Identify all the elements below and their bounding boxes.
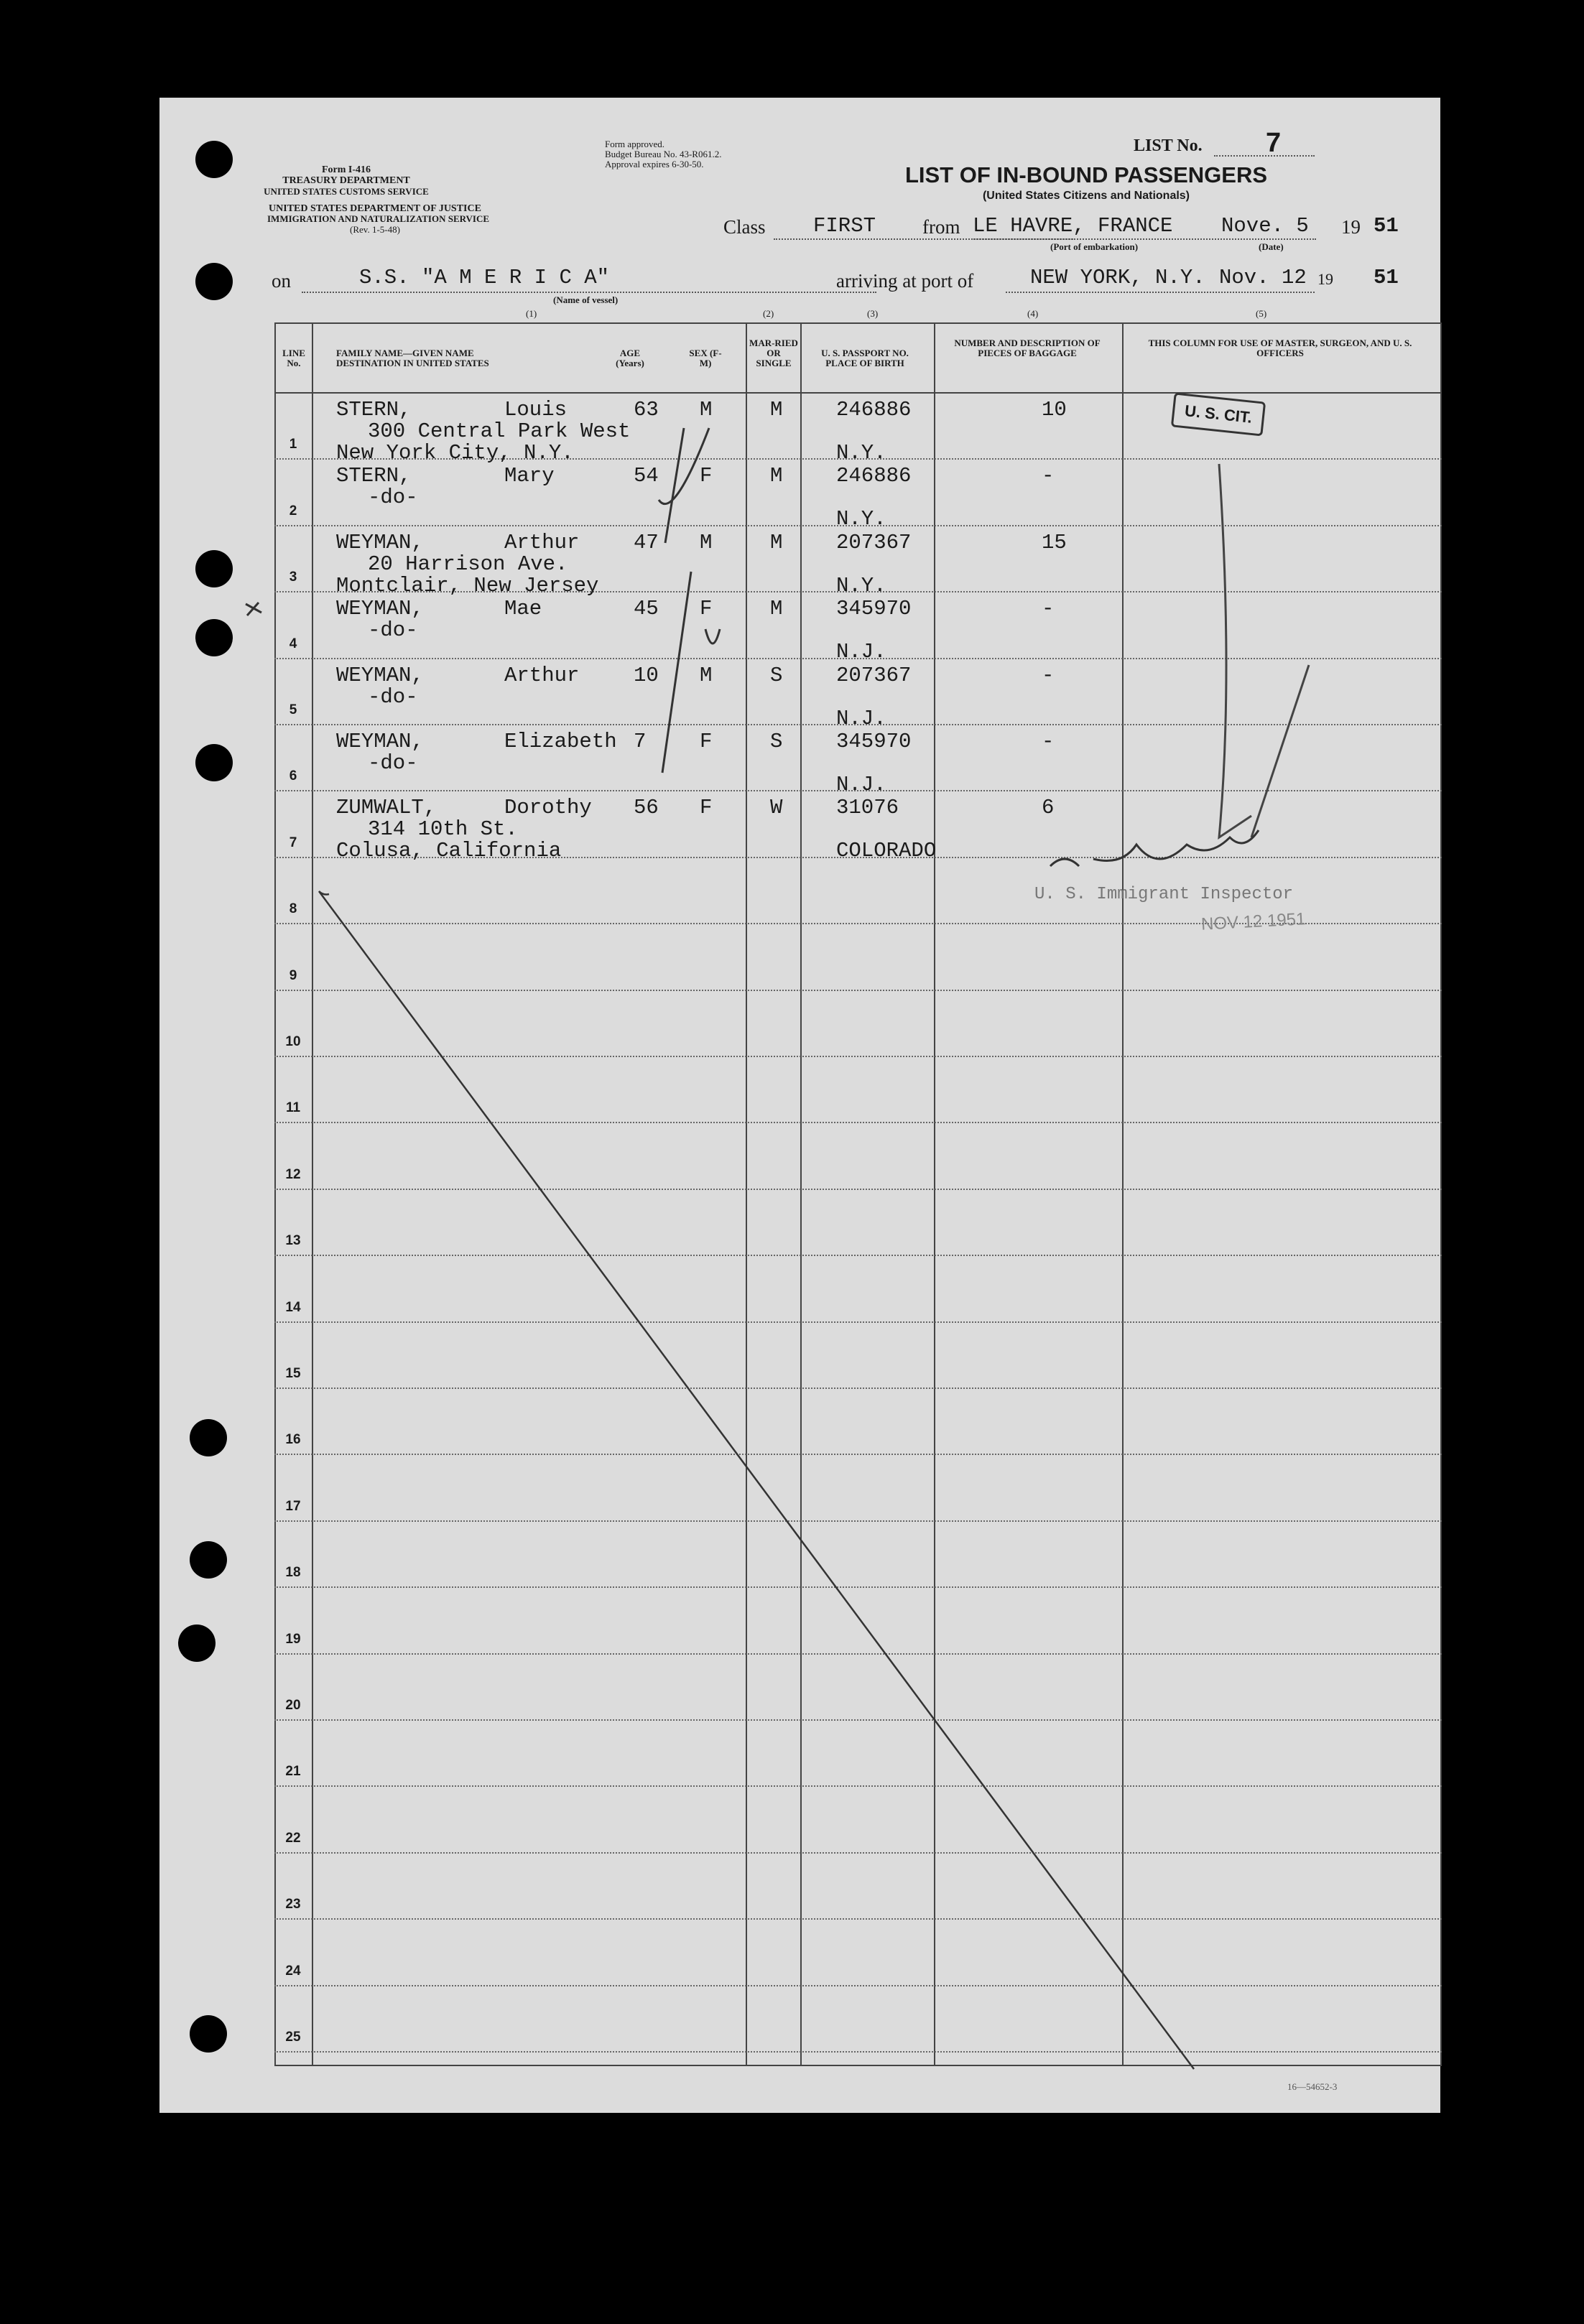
- binder-hole: [195, 141, 233, 178]
- age: 63: [634, 398, 659, 422]
- sex: M: [700, 398, 713, 422]
- from-value: LE HAVRE, FRANCE: [973, 214, 1173, 238]
- row-number: 6: [289, 768, 297, 784]
- passport-number: 246886: [836, 398, 912, 422]
- address-line-1: -do-: [368, 618, 418, 643]
- family-name: STERN,: [336, 464, 412, 488]
- inspector-stamp: U. S. Immigrant Inspector: [1034, 885, 1294, 904]
- row-number: 18: [285, 1565, 301, 1581]
- birthplace: N.J.: [836, 773, 886, 796]
- passport-number: 345970: [836, 730, 912, 753]
- baggage-count: -: [1042, 730, 1055, 753]
- binder-hole: [195, 263, 233, 300]
- col-header-age: AGE (Years): [616, 348, 644, 368]
- slash-mark: [1251, 665, 1309, 837]
- marital-status: M: [770, 530, 783, 554]
- vessel-name: S.S. "A M E R I C A": [359, 266, 610, 289]
- baggage-count: 15: [1042, 530, 1067, 554]
- arrival-port: NEW YORK, N.Y.: [1030, 266, 1205, 289]
- approval-line-1: Form approved.: [605, 139, 665, 149]
- col-header-line: LINE No.: [282, 348, 305, 368]
- col-border-6: [1440, 322, 1442, 2066]
- ins-service: IMMIGRATION AND NATURALIZATION SERVICE: [267, 213, 490, 224]
- age: 47: [634, 530, 659, 554]
- marital-status: W: [770, 796, 783, 820]
- passport-number: 207367: [836, 663, 912, 687]
- passport-number: 207367: [836, 530, 912, 554]
- side-mark: [246, 603, 261, 615]
- binder-hole: [195, 619, 233, 656]
- strikethrough-line: [319, 891, 1194, 2069]
- class-value: FIRST: [813, 214, 876, 238]
- binder-hole: [190, 1541, 227, 1579]
- row-number: 4: [289, 636, 297, 651]
- customs-service: UNITED STATES CUSTOMS SERVICE: [264, 186, 429, 197]
- col-header-sex: SEX (F-M): [689, 348, 722, 368]
- row-number: 25: [285, 2030, 301, 2045]
- binder-hole: [190, 1419, 227, 1456]
- age: 7: [634, 730, 647, 753]
- row-number: 11: [285, 1100, 301, 1116]
- binder-hole: [178, 1625, 216, 1662]
- embark-caption: (Port of embarkation): [1050, 241, 1139, 252]
- col-header-passport: U. S. PASSPORT NO. PLACE OF BIRTH: [821, 348, 909, 368]
- marital-status: S: [770, 730, 783, 753]
- given-name: Mae: [504, 597, 542, 621]
- row-number: 2: [289, 503, 297, 519]
- class-label: Class: [723, 216, 766, 238]
- sex: F: [700, 796, 713, 820]
- departure-year-prefix: 19: [1341, 216, 1361, 238]
- family-name: WEYMAN,: [336, 663, 424, 687]
- row-number: 20: [285, 1698, 301, 1713]
- baggage-count: -: [1042, 663, 1055, 687]
- manifest-page: [159, 98, 1440, 2113]
- row-number: 1: [289, 437, 297, 452]
- sex: F: [700, 597, 713, 621]
- date-caption: (Date): [1259, 241, 1284, 252]
- address-line-1: -do-: [368, 684, 418, 709]
- marital-status: S: [770, 663, 783, 687]
- row-number: 15: [285, 1366, 301, 1381]
- approval-line-2: Budget Bureau No. 43-R061.2.: [605, 149, 722, 159]
- address-line-1: -do-: [368, 751, 418, 775]
- list-label: LIST No.: [1134, 136, 1203, 155]
- birthplace: N.J.: [836, 640, 886, 664]
- age: 10: [634, 663, 659, 687]
- list-number: 7: [1266, 128, 1282, 158]
- given-name: Dorothy: [504, 796, 592, 820]
- marital-status: M: [770, 398, 783, 422]
- marital-status: M: [770, 597, 783, 621]
- address-line-1: -do-: [368, 485, 418, 510]
- revision: (Rev. 1-5-48): [350, 224, 400, 235]
- form-number: Form I-416: [321, 164, 371, 175]
- column-number-5: (5): [1256, 308, 1267, 319]
- on-label: on: [272, 270, 291, 292]
- footer-code: 16—54652-3: [1287, 2081, 1338, 2092]
- row-number: 12: [285, 1166, 301, 1182]
- col-header-married: MAR-RIED OR SINGLE: [749, 338, 798, 368]
- row-number: 5: [289, 702, 297, 717]
- check-tick-1: [665, 428, 684, 543]
- page-subtitle: (United States Citizens and Nationals): [982, 190, 1190, 202]
- row-number: 9: [289, 967, 297, 983]
- family-name: STERN,: [336, 398, 412, 422]
- baggage-count: -: [1042, 597, 1055, 621]
- row-number: 19: [285, 1631, 301, 1647]
- passport-number: 345970: [836, 597, 912, 621]
- row-number: 10: [285, 1034, 301, 1049]
- address-line-2: New York City, N.Y.: [336, 441, 574, 465]
- baggage-count: 10: [1042, 398, 1067, 422]
- family-name: ZUMWALT,: [336, 796, 437, 820]
- baggage-count: -: [1042, 464, 1055, 488]
- row-number: 14: [285, 1299, 301, 1315]
- check-tick-4: [705, 629, 720, 643]
- from-label: from: [922, 216, 960, 238]
- column-number-3: (3): [867, 308, 879, 319]
- column-number-1: (1): [526, 308, 537, 319]
- row-number: 17: [285, 1498, 301, 1514]
- birthplace: N.Y.: [836, 573, 886, 598]
- arriving-label: arriving at port of: [836, 270, 974, 292]
- age: 45: [634, 597, 659, 621]
- sex: M: [700, 530, 713, 554]
- arrival-date: Nov. 12: [1219, 266, 1307, 289]
- arrival-year: 51: [1374, 266, 1399, 289]
- age: 56: [634, 796, 659, 820]
- baggage-count: 6: [1042, 796, 1055, 820]
- row-number: 23: [285, 1897, 301, 1912]
- birthplace: N.J.: [836, 706, 886, 730]
- departure-year: 51: [1374, 214, 1399, 238]
- check-tick-3: [662, 572, 691, 773]
- row-number: 7: [289, 835, 297, 850]
- sex: M: [700, 663, 713, 687]
- bracket-mark: [1219, 464, 1251, 837]
- row-number: 21: [285, 1764, 301, 1780]
- col-header-officers: THIS COLUMN FOR USE OF MASTER, SURGEON, AND U. S. OFFICERS: [1148, 338, 1412, 358]
- address-line-2: Montclair, New Jersey: [336, 573, 599, 598]
- inspector-signature: [1050, 830, 1259, 866]
- passport-number: 31076: [836, 796, 899, 820]
- given-name: Mary: [504, 464, 555, 488]
- family-name: WEYMAN,: [336, 730, 424, 753]
- passport-number: 246886: [836, 464, 912, 488]
- justice-dept: UNITED STATES DEPARTMENT OF JUSTICE: [269, 203, 481, 214]
- col-header-name: FAMILY NAME—GIVEN NAME DESTINATION IN UNITED STATES: [336, 348, 489, 368]
- page-title: LIST OF IN-BOUND PASSENGERS: [904, 162, 1268, 187]
- birthplace: N.Y.: [836, 507, 886, 531]
- address-line-1: 300 Central Park West: [368, 419, 631, 443]
- date-stamp: NOV 12 1951: [1200, 909, 1307, 934]
- column-number-2: (2): [763, 308, 774, 319]
- sex: F: [700, 464, 713, 488]
- age: 54: [634, 464, 659, 488]
- address-line-1: 20 Harrison Ave.: [368, 552, 568, 576]
- given-name: Elizabeth: [504, 730, 617, 753]
- departure-date: Nove. 5: [1221, 214, 1309, 238]
- family-name: WEYMAN,: [336, 597, 424, 621]
- approval-line-3: Approval expires 6-30-50.: [605, 159, 704, 169]
- row-number: 13: [285, 1233, 301, 1249]
- binder-hole: [195, 550, 233, 587]
- given-name: Louis: [504, 398, 568, 422]
- sex: F: [700, 730, 713, 753]
- binder-hole: [190, 2015, 227, 2053]
- birthplace: N.Y.: [836, 441, 886, 465]
- row-number: 3: [289, 570, 297, 585]
- family-name: WEYMAN,: [336, 530, 424, 554]
- address-line-1: 314 10th St.: [368, 817, 518, 842]
- col-header-baggage: NUMBER AND DESCRIPTION OF PIECES OF BAGGAGE: [954, 338, 1101, 358]
- given-name: Arthur: [504, 530, 580, 554]
- check-tick-2: [659, 428, 709, 504]
- handwritten-marks: [159, 98, 1440, 2113]
- row-number: 24: [285, 1963, 301, 1979]
- address-line-2: Colusa, California: [336, 839, 562, 863]
- binder-hole: [195, 744, 233, 781]
- row-number: 16: [285, 1432, 301, 1448]
- us-cit-stamp: U. S. CIT.: [1171, 392, 1266, 436]
- arrival-year-prefix: 19: [1317, 270, 1333, 288]
- treasury-dept: TREASURY DEPARTMENT: [282, 175, 410, 186]
- vessel-caption: (Name of vessel): [553, 294, 619, 305]
- given-name: Arthur: [504, 663, 580, 687]
- row-number: 22: [285, 1830, 301, 1846]
- marital-status: M: [770, 464, 783, 488]
- birthplace: COLORADO: [836, 839, 937, 863]
- column-number-4: (4): [1027, 308, 1039, 319]
- row-number: 8: [289, 901, 297, 917]
